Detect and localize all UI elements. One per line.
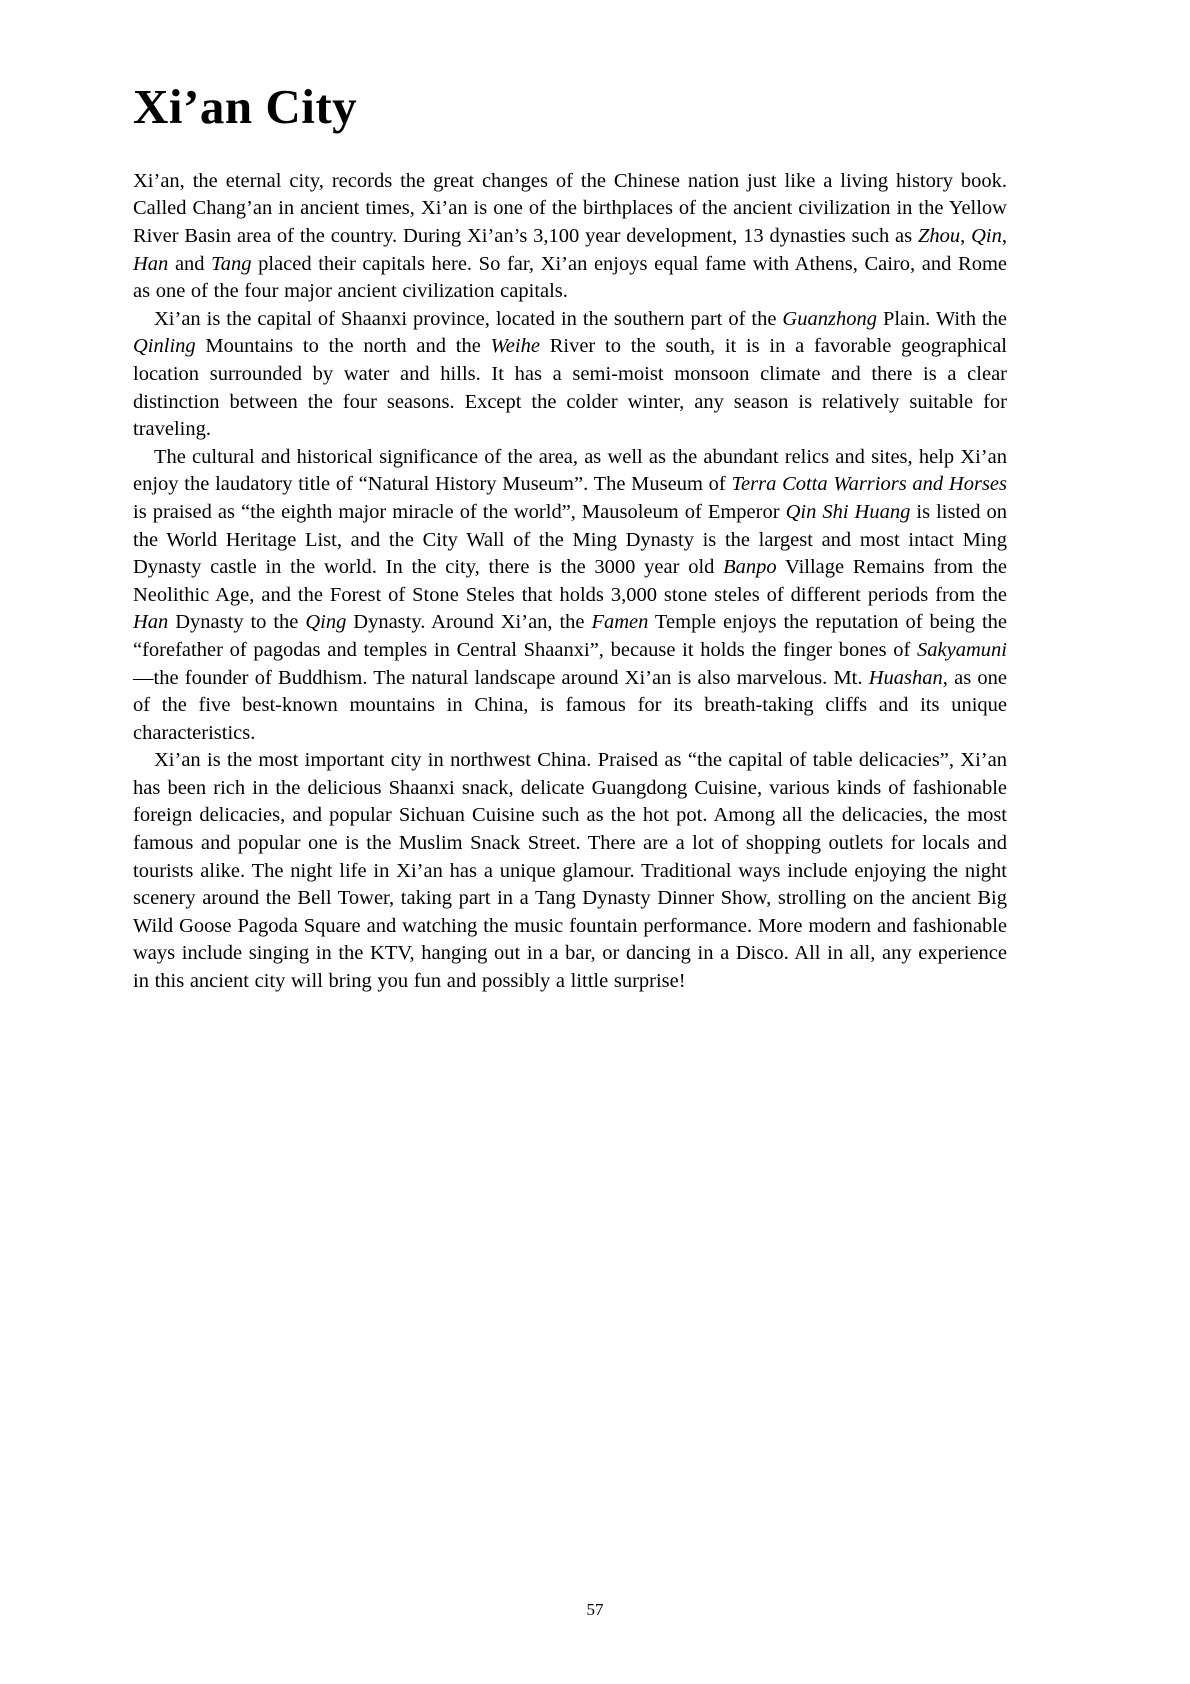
- text-run: The cultural and historical significance of the area, as well as the abundant relics and sites, help Xi’an enjoy the laudatory title of “Natural History Museum”. The Museum of: [133, 445, 1007, 496]
- text-run: Plain. With the: [876, 307, 1008, 330]
- text-run: Village Remains from the Neolithic Age, and the Forest of Stone Steles that holds 3,000 stone steles of different periods from the: [133, 556, 1007, 606]
- italic-text-run: Terra Cotta Warriors and Horses: [731, 473, 1007, 496]
- italic-text-run: Han: [133, 252, 169, 275]
- italic-text-run: Qing: [305, 611, 347, 634]
- text-run: Xi’an is the capital of Shaanxi province, located in the southern part of the: [154, 307, 783, 330]
- text-run: Xi’an is the most important city in northwest China. Praised as “the capital of table delicacies”, Xi’an has been rich in the delicious Shaanxi snack, delicate Guangdong Cuisine, various kinds of fashionable foreign delicacies, and popular Sichuan Cuisine such as the hot pot. Among all the delicacies, the most famous and popular one is the Muslim Snack Street. There are a lot of shopping outlets for locals and tourists alike. The night life in Xi’an has a unique glamour. Traditional ways include enjoying the night scenery around the Bell Tower, taking part in a Tang Dynasty Dinner Show, strolling on the ancient Big Wild Goose Pagoda Square and watching the music fountain performance. More modern and fashionable ways include singing in the KTV, hanging out in a bar, or dancing in a Disco. All in all, any experience in this ancient city will bring you fun and possibly a little surprise!: [133, 749, 1007, 993]
- text-run: Xi’an, the eternal city, records the great changes of the Chinese nation just like a living history book. Called Chang’an in ancient times, Xi’an is one of the birthplaces of the ancient civilization in the Yellow River Basin area of the country. During Xi’an’s 3,100 year development, 13 dynasties such as: [133, 169, 1007, 247]
- paragraph: [133, 168, 1007, 306]
- paragraph: [133, 306, 1007, 444]
- paragraph: [133, 444, 1007, 748]
- italic-text-run: Qinling: [133, 335, 196, 358]
- page-title: Xi’an City: [133, 79, 358, 134]
- italic-text-run: Famen: [591, 611, 649, 634]
- text-run: placed their capitals here. So far, Xi’an enjoys equal fame with Athens, Cairo, and Rome as one of the four major ancient civilization capitals.: [133, 252, 1007, 303]
- text-run: is praised as “the eighth major miracle of the world”, Mausoleum of Emperor: [133, 500, 786, 523]
- paragraph: [133, 747, 1007, 995]
- italic-text-run: Sakyamuni: [917, 638, 1007, 661]
- page-content: [133, 78, 1007, 996]
- italic-text-run: Weihe: [490, 335, 540, 358]
- italic-text-run: Qin: [971, 225, 1002, 247]
- italic-text-run: Huashan: [868, 666, 943, 689]
- text-run: Temple enjoys the reputation of being the “forefather of pagodas and temples in Central Shaanxi”, because it holds the finger bones of: [133, 611, 1008, 661]
- text-run: , as one of the five best-known mountains in China, is famous for its breath-taking cliffs and its unique characteristics.: [133, 666, 1007, 744]
- text-run: River to the south, it is in a favorable geographical location surrounded by water and hills. It has a semi-moist monsoon climate and there is a clear distinction between the four seasons. Except the colder winter, any season is relatively suitable for traveling.: [133, 335, 1007, 441]
- text-run: Dynasty. Around Xi’an, the: [346, 611, 592, 634]
- page-number: 57: [586, 1600, 604, 1619]
- italic-text-run: Qin Shi Huang: [785, 500, 911, 523]
- text-run: is listed on the World Heritage List, and the City Wall of the Ming Dynasty is the largest and most intact Ming Dynasty castle in the world. In the city, there is the 3000 year old: [133, 500, 1007, 579]
- text-run: and: [168, 252, 212, 275]
- italic-text-run: Zhou: [917, 225, 961, 247]
- italic-text-run: Banpo: [723, 556, 777, 579]
- italic-text-run: Guanzhong: [782, 307, 877, 330]
- text-run: Dynasty to the: [168, 611, 306, 634]
- body-text: [133, 168, 1007, 996]
- text-run: Mountains to the north and the: [195, 335, 491, 358]
- italic-text-run: Han: [133, 611, 169, 634]
- italic-text-run: Tang: [211, 252, 252, 275]
- text-run: —the founder of Buddhism. The natural landscape around Xi’an is also marvelous. Mt.: [133, 666, 869, 689]
- text-run: ,: [960, 225, 972, 247]
- text-run: ,: [1001, 225, 1007, 247]
